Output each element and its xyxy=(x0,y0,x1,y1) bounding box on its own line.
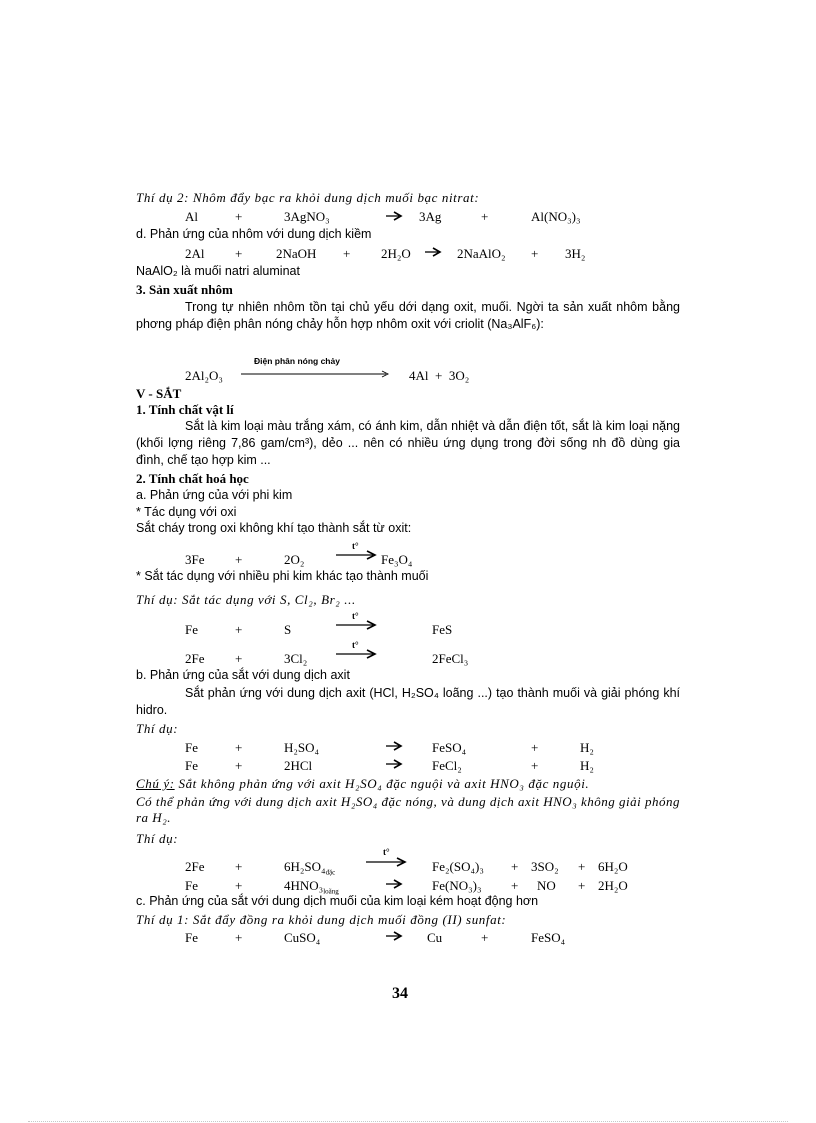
eq-plus: + xyxy=(235,209,243,224)
section-1-paragraph: Sắt là kim loại màu trắng xám, có ánh kim, dẫn nhiệt và dẫn điện tốt, sắt là kim loại nặng (khối lợng riêng 7,86 gam/cm³), dẻo ... nên có nhiều ứng dụng trong đời sống nh đồ dùng gia đình, chế tạo hợp kim ... xyxy=(136,419,680,467)
temperature-label: t° xyxy=(352,541,359,551)
eq-formula: 4HNO₃ xyxy=(284,878,324,893)
note-line xyxy=(136,776,589,791)
eq-term: 3Ag xyxy=(419,209,442,224)
note-paragraph: Có thể phản ứng với dung dịch axit H₂SO₄ đặc nóng, và dung dịch axit HNO₃ không giải phóng ra H₂. xyxy=(136,794,680,825)
page-bottom-divider xyxy=(28,1121,788,1122)
eq-term: Al(NO₃)₃ xyxy=(531,209,581,224)
eq-term: NO xyxy=(537,878,556,893)
eq-term: H₂ xyxy=(580,740,594,755)
eq-plus: + xyxy=(531,740,539,755)
eq-plus: + xyxy=(235,758,243,773)
section-1-title: 1. Tính chất vật lí xyxy=(136,402,234,417)
section-b-paragraph: Sắt phản ứng với dung dịch axit (HCl, H₂SO₄ loãng ...) tạo thành muối và giải phóng khí hidro. xyxy=(136,686,680,717)
eq-term: 2FeCl₃ xyxy=(432,651,469,666)
eq-condition: loãng xyxy=(323,887,339,896)
example-label-2: Thí dụ: xyxy=(136,831,179,846)
reaction-arrow-icon xyxy=(365,857,407,867)
eq-formula: 6H₂SO₄ xyxy=(284,859,326,874)
eq-term: 2NaAlO₂ xyxy=(457,246,506,261)
eq-plus: + xyxy=(235,552,243,567)
note-text: Sắt không phản ứng với axit H₂SO₄ đặc nguội và axit HNO₃ đặc nguội. xyxy=(174,776,590,791)
eq-term: 3Cl₂ xyxy=(284,651,308,666)
eq-term: FeCl₂ xyxy=(432,758,462,773)
reaction-arrow-icon xyxy=(335,620,377,630)
reaction-arrow-icon xyxy=(385,741,403,751)
eq-term: 4Al + 3O₂ xyxy=(409,368,470,383)
reaction-arrow-icon xyxy=(385,759,403,769)
eq-term: 2Al₂O₃ xyxy=(185,368,223,383)
example-nonmetal: Thí dụ: Sắt tác dụng với S, Cl₂, Br₂ ... xyxy=(136,592,356,607)
eq-plus: + xyxy=(235,740,243,755)
eq-plus: + xyxy=(578,859,586,874)
eq-term: 2O₂ xyxy=(284,552,305,567)
reaction-arrow-icon xyxy=(385,211,403,221)
section-2-title: 2. Tính chất hoá học xyxy=(136,471,249,486)
eq-term: S xyxy=(284,622,292,637)
reaction-arrow-icon xyxy=(335,550,377,560)
eq-plus: + xyxy=(481,209,489,224)
section-3-paragraph: Trong tự nhiên nhôm tồn tại chủ yếu dới dạng oxit, muối. Ngời ta sản xuất nhôm bằng phơng pháp điện phân nóng chảy hỗn hợp nhôm oxit với criolit (Na₃AlF₆): xyxy=(136,300,680,331)
eq-plus: + xyxy=(235,622,243,637)
example-2-title: Thí dụ 2: Nhôm đẩy bạc ra khỏi dung dịch muối bạc nitrat: xyxy=(136,190,480,205)
eq-term: FeSO₄ xyxy=(531,930,566,945)
eq-term: 3H₂ xyxy=(565,246,586,261)
eq-condition: đặc xyxy=(325,868,336,877)
eq-term: 2Fe xyxy=(185,859,205,874)
eq-term: 6H₂O xyxy=(598,859,628,874)
temperature-label: t° xyxy=(352,640,359,650)
nonmetal-line: * Sắt tác dụng với nhiều phi kim khác tạo thành muối xyxy=(136,569,429,583)
reaction-arrow-icon xyxy=(385,879,403,889)
section-v-title: V - SẮT xyxy=(136,386,182,401)
eq-plus: + xyxy=(235,246,243,261)
example-1-title: Thí dụ 1: Sắt đẩy đồng ra khỏi dung dịch muối đồng (II) sunfat: xyxy=(136,912,507,927)
eq-term: Fe₂(SO₄)₃ xyxy=(432,859,484,874)
oxygen-subtitle: * Tác dụng với oxi xyxy=(136,505,237,519)
eq-term: Fe xyxy=(185,758,198,773)
reaction-arrow-icon xyxy=(335,649,377,659)
section-c-title: c. Phản ứng của sắt với dung dịch muối của kim loại kém hoạt động hơn xyxy=(136,894,539,908)
eq-plus: + xyxy=(235,930,243,945)
eq-plus: + xyxy=(531,758,539,773)
reaction-arrow-icon xyxy=(240,370,390,378)
eq-term: Cu xyxy=(427,930,443,945)
eq-term: Fe xyxy=(185,740,198,755)
eq-term: 2H₂O xyxy=(381,246,411,261)
eq-term: Fe xyxy=(185,930,198,945)
eq-term: H₂ xyxy=(580,758,594,773)
temperature-label: t° xyxy=(383,847,390,857)
eq-term: H₂SO₄ xyxy=(284,740,320,755)
eq-plus: + xyxy=(235,651,243,666)
arrow-condition-label: Điện phân nóng chảy xyxy=(254,356,340,366)
naalo2-note: NaAlO₂ là muối natri aluminat xyxy=(136,264,300,278)
eq-term: 3SO₂ xyxy=(531,859,559,874)
eq-plus: + xyxy=(235,859,243,874)
eq-term: Fe(NO₃)₃ xyxy=(432,878,482,893)
eq-plus: + xyxy=(578,878,586,893)
eq-plus: + xyxy=(531,246,539,261)
eq-plus: + xyxy=(343,246,351,261)
eq-plus: + xyxy=(511,859,519,874)
page-number: 34 xyxy=(392,985,408,1002)
example-label: Thí dụ: xyxy=(136,721,179,736)
eq-term: CuSO₄ xyxy=(284,930,321,945)
reaction-arrow-icon xyxy=(385,931,403,941)
eq-term: 2Fe xyxy=(185,651,205,666)
reaction-arrow-icon xyxy=(424,247,442,257)
eq-term: 2HCl xyxy=(284,758,313,773)
temperature-label: t° xyxy=(352,611,359,621)
eq-term: Al xyxy=(185,209,198,224)
eq-term: Fe xyxy=(185,622,198,637)
eq-plus: + xyxy=(481,930,489,945)
eq-term: FeS xyxy=(432,622,453,637)
eq-term: Fe₃O₄ xyxy=(381,552,413,567)
section-3-title: 3. Sản xuất nhôm xyxy=(136,282,233,297)
section-d-title: d. Phản ứng của nhôm với dung dịch kiềm xyxy=(136,227,372,241)
eq-term: 2Al xyxy=(185,246,205,261)
eq-term: Fe xyxy=(185,878,198,893)
eq-term: 2NaOH xyxy=(276,246,317,261)
eq-term: FeSO₄ xyxy=(432,740,467,755)
eq-plus: + xyxy=(511,878,519,893)
section-a-title: a. Phản ứng của với phi kim xyxy=(136,488,293,502)
eq-term: 3Fe xyxy=(185,552,205,567)
section-b-title: b. Phản ứng của sắt với dung dịch axit xyxy=(136,668,350,682)
note-heading: Chú ý: xyxy=(136,776,175,791)
oxygen-line: Sắt cháy trong oxi không khí tạo thành sắt từ oxit: xyxy=(136,521,412,535)
eq-term: 2H₂O xyxy=(598,878,628,893)
eq-term: 3AgNO₃ xyxy=(284,209,330,224)
eq-plus: + xyxy=(235,878,243,893)
